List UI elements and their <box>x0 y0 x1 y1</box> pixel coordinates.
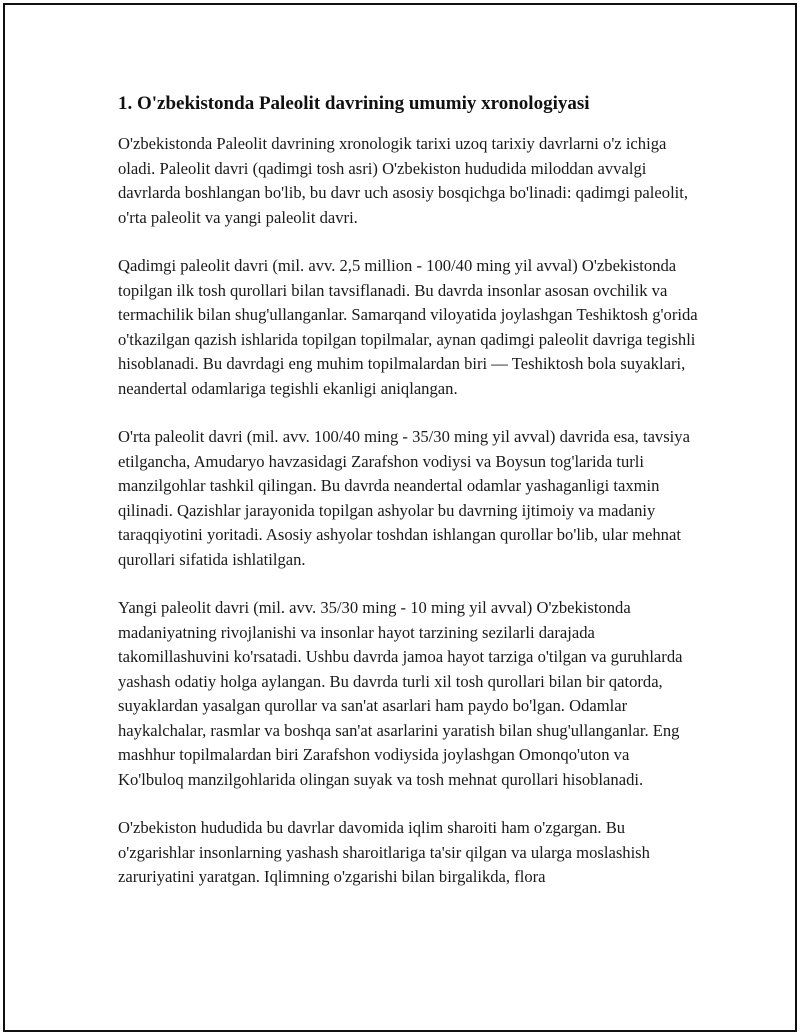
section-heading: 1. O'zbekistonda Paleolit davrining umumiy xronologiyasi <box>118 93 590 114</box>
document-body <box>118 92 698 914</box>
paragraph-climate: O'zbekiston hududida bu davrlar davomida iqlim sharoiti ham o'zgargan. Bu o'zgarishlar insonlarning yashash sharoitlariga ta'sir qilgan va ularga moslashish zaruriyatini yaratgan. Iqlimning o'zgarishi bilan birgalikda, flora <box>118 818 650 886</box>
paragraph-middle-paleolithic: O'rta paleolit davri (mil. avv. 100/40 ming - 35/30 ming yil avval) davrida esa, tavsiya etilgancha, Amudaryo havzasidagi Zarafshon vodiysi va Boysun tog'larida turli manzilgohlar tashkil qilingan. Bu davrda neandertal odamlar yashaganligi taxmin qilinadi. Qazishlar jarayonida topilgan ashyolar bu davrning ijtimoiy va madaniy taraqqiyotini yoritadi. Asosiy ashyolar toshdan ishlangan qurollar bo'lib, ular mehnat qurollari sifatida ishlatilgan. <box>118 427 690 569</box>
paragraph-intro: O'zbekistonda Paleolit davrining xronologik tarixi uzoq tarixiy davrlarni o'z ichiga oladi. Paleolit davri (qadimgi tosh asri) O'zbekiston hududida miloddan avvalgi davrlarda boshlangan bo'lib, bu davr uch asosiy bosqichga bo'linadi: qadimgi paleolit, o'rta paleolit va yangi paleolit davri. <box>118 134 689 227</box>
paragraph-upper-paleolithic: Yangi paleolit davri (mil. avv. 35/30 ming - 10 ming yil avval) O'zbekistonda madaniyatning rivojlanishi va insonlar hayot tarzining sezilarli darajada takomillashuvini ko'rsatadi. Ushbu davrda jamoa hayot tarziga o'tilgan va guruhlarda yashash odatiy holga aylangan. Bu davrda turli xil tosh qurollari bilan bir qatorda, suyaklardan yasalgan qurollar va san'at asarlari ham paydo bo'lgan. Odamlar haykalchalar, rasmlar va boshqa san'at asarlarini yaratish bilan shug'ullanganlar. Eng mashhur topilmalardan biri Zarafshon vodiysida joylashgan Omonqo'uton va Ko'lbuloq manzilgohlarida olingan suyak va tosh mehnat qurollari hisoblanadi. <box>118 598 683 789</box>
paragraph-lower-paleolithic: Qadimgi paleolit davri (mil. avv. 2,5 million - 100/40 ming yil avval) O'zbekistonda topilgan ilk tosh qurollari bilan tavsiflanadi. Bu davrda insonlar asosan ovchilik va termachilik bilan shug'ullanganlar. Samarqand viloyatida joylashgan Teshiktosh g'orida o'tkazilgan qazish ishlarida topilgan topilmalar, aynan qadimgi paleolit davriga tegishli hisoblanadi. Bu davrdagi eng muhim topilmalardan biri — Teshiktosh bola suyaklari, neandertal odamlariga tegishli ekanligi aniqlangan. <box>118 256 698 398</box>
